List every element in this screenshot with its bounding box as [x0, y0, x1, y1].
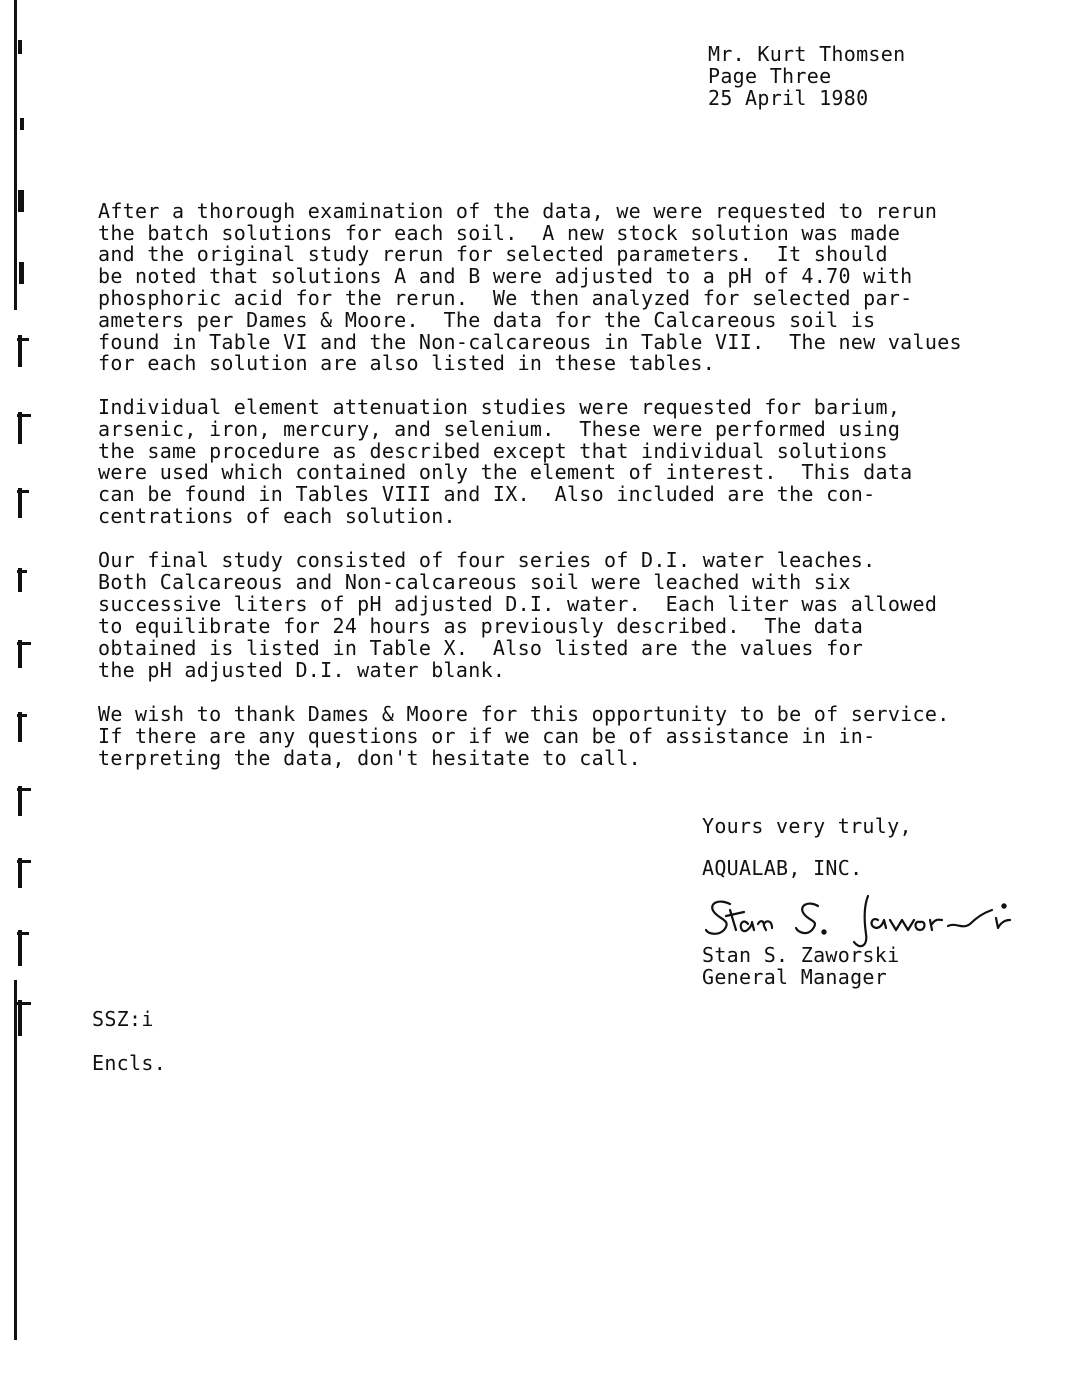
paragraph-line: obtained is listed in Table X. Also listed are the values for — [98, 636, 864, 660]
enclosures-note: Encls. — [92, 1051, 167, 1075]
paragraph-line: the pH adjusted D.I. water blank. — [98, 658, 506, 682]
paragraph-line: We wish to thank Dames & Moore for this opportunity to be of service. — [98, 702, 950, 726]
handwritten-signature — [700, 890, 1020, 950]
paragraph-line: to equilibrate for 24 hours as previously described. The data — [98, 614, 864, 638]
paragraph-line: for each solution are also listed in these tables. — [98, 351, 716, 375]
paragraph-line: terpreting the data, don't hesitate to call. — [98, 746, 642, 770]
closing-salutation: Yours very truly, — [702, 814, 912, 838]
signer-name: Stan S. Zaworski — [702, 943, 900, 967]
paragraph-line: ameters per Dames & Moore. The data for the Calcareous soil is — [98, 308, 876, 332]
binding-marks — [8, 0, 38, 1380]
letter-date: 25 April 1980 — [708, 86, 869, 110]
paragraph-line: Our final study consisted of four series of D.I. water leaches. — [98, 548, 876, 572]
page-number: Page Three — [708, 64, 832, 88]
paragraph-line: arsenic, iron, mercury, and selenium. These were performed using — [98, 417, 901, 441]
paragraph-line: If there are any questions or if we can be of assistance in in- — [98, 724, 876, 748]
paragraph-line: can be found in Tables VIII and IX. Also included are the con- — [98, 482, 876, 506]
paragraph-line: successive liters of pH adjusted D.I. water. Each liter was allowed — [98, 592, 938, 616]
paragraph-line: the batch solutions for each soil. A new stock solution was made — [98, 221, 901, 245]
typist-initials: SSZ:i — [92, 1007, 154, 1031]
company-name: AQUALAB, INC. — [702, 856, 863, 880]
paragraph-line: found in Table VI and the Non-calcareous in Table VII. The new values — [98, 330, 962, 354]
paragraph-line: Both Calcareous and Non-calcareous soil were leached with six — [98, 570, 851, 594]
paragraph-line: Individual element attenuation studies were requested for barium, — [98, 395, 901, 419]
paragraph-line: the same procedure as described except that individual solutions — [98, 439, 888, 463]
paragraph-line: were used which contained only the element of interest. This data — [98, 460, 913, 484]
paragraph-line: be noted that solutions A and B were adjusted to a pH of 4.70 with — [98, 264, 913, 288]
recipient-name: Mr. Kurt Thomsen — [708, 42, 906, 66]
paragraph-line: phosphoric acid for the rerun. We then analyzed for selected par- — [98, 286, 913, 310]
paragraph-line: and the original study rerun for selected parameters. It should — [98, 242, 888, 266]
paragraph-line: centrations of each solution. — [98, 504, 456, 528]
signer-title: General Manager — [702, 965, 888, 989]
paragraph-line: After a thorough examination of the data, we were requested to rerun — [98, 199, 938, 223]
